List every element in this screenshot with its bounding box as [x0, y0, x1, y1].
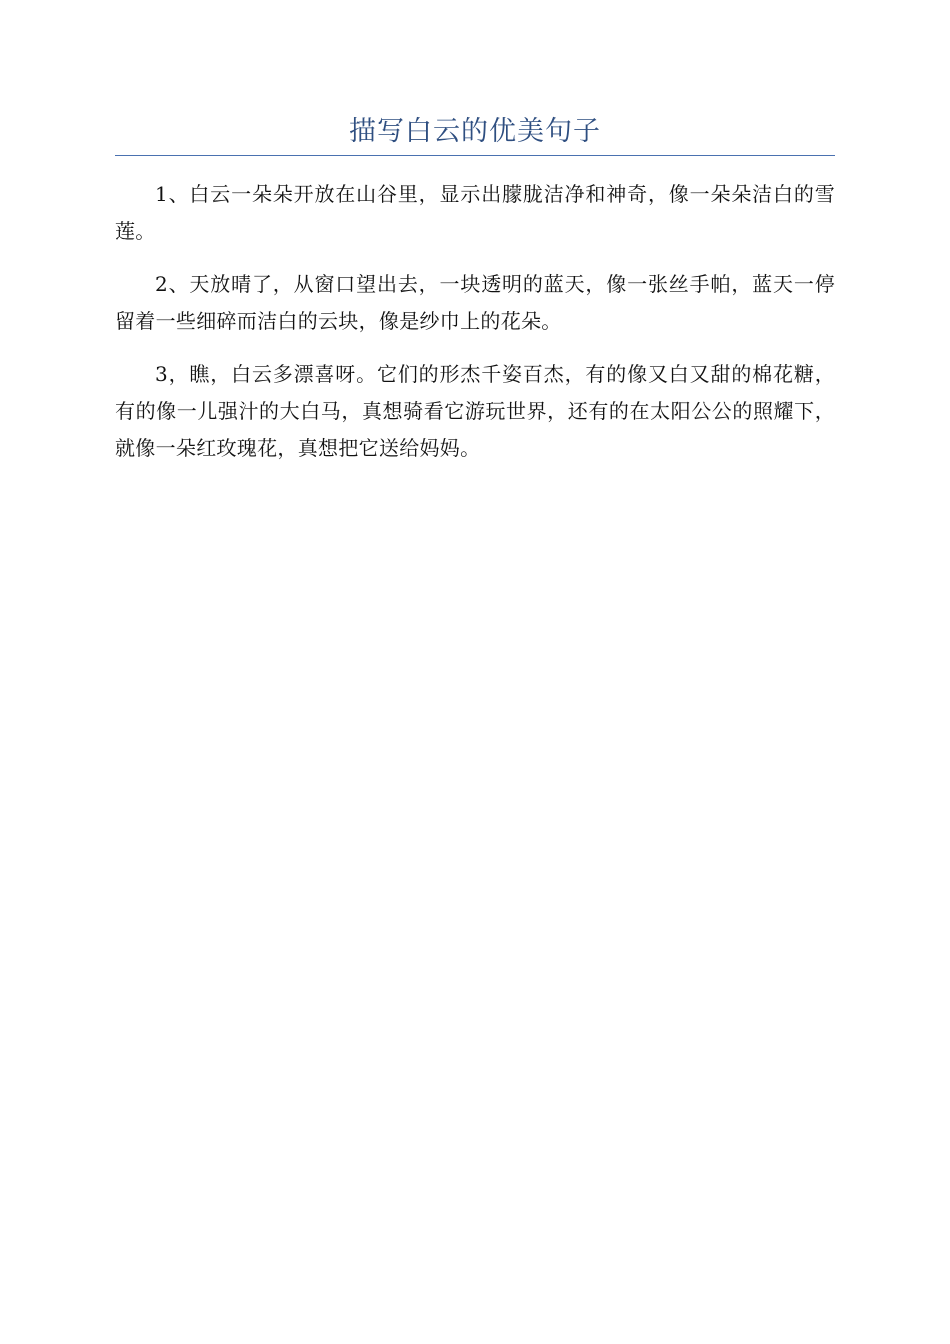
- title-underline: [115, 155, 835, 156]
- paragraph-1: 1、白云一朵朵开放在山谷里，显示出朦胧洁净和神奇，像一朵朵洁白的雪莲。: [115, 182, 835, 243]
- paragraph-3: 3，瞧，白云多漂喜呀。它们的形杰千姿百杰，有的像又白又甜的棉花糖，有的像一儿强汁的大白马，真想骑看它游玩世界，还有的在太阳公公的照耀下，就像一朵红玫瑰花，真想把它送给妈妈。: [115, 362, 835, 460]
- title-block: [115, 112, 835, 156]
- document-body: [115, 176, 835, 483]
- page-title: 描写白云的优美句子: [349, 116, 601, 147]
- paragraph-2: 2、天放晴了，从窗口望出去，一块透明的蓝天，像一张丝手帕，蓝天一停留着一些细碎而洁白的云块，像是纱巾上的花朵。: [115, 272, 835, 333]
